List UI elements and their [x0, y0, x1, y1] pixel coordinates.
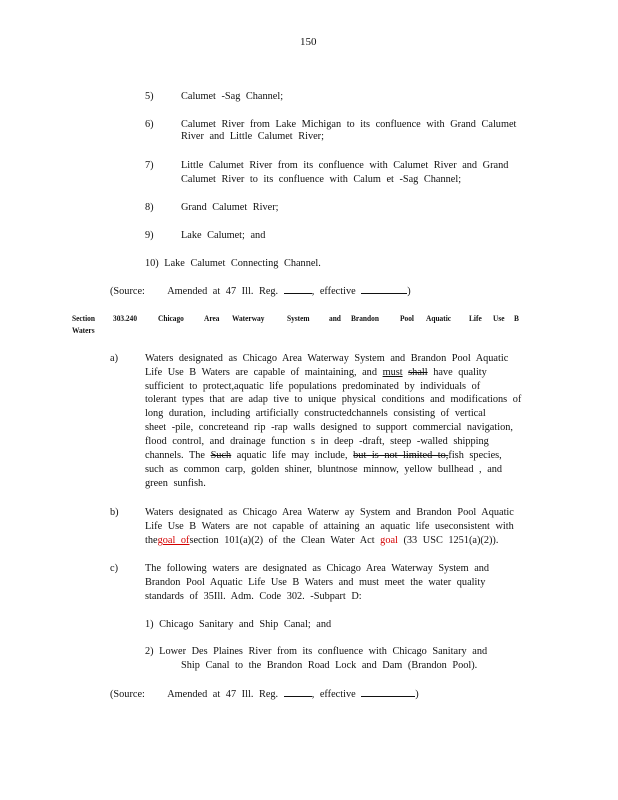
- paragraph-line: such as common carp, golden shiner, bluntnose minnow, yellow bullhead , and: [145, 464, 503, 475]
- section-label: Section: [72, 313, 95, 323]
- paragraph-line: Waters designated as Chicago Area Waterw ay System and Brandon Pool Aquatic: [145, 507, 514, 518]
- section-title-word: Area: [204, 313, 220, 323]
- inserted-text: goal of: [157, 535, 190, 546]
- subitem-1: 1) Chicago Sanitary and Ship Canal; and: [145, 619, 332, 630]
- paragraph-line: Life Use B Waters are capable of maintaining, and must shall have quality: [145, 367, 487, 378]
- list-item-text: Lake Calumet; and: [181, 230, 266, 241]
- paragraph-line: The following waters are designated as Chicago Area Waterway System and: [145, 563, 490, 574]
- section-title-word: Use: [493, 313, 505, 323]
- source-note: (Source: Amended at 47 Ill. Reg. , effective ): [110, 286, 411, 297]
- deleted-text: shall: [408, 367, 428, 378]
- section-title-word: B: [514, 313, 519, 323]
- section-title-word: and: [329, 313, 341, 323]
- paragraph-label: b): [110, 507, 119, 518]
- paragraph-line: Life Use B Waters are not capable of attaining an aquatic life useconsistent with: [145, 521, 514, 532]
- paragraph-label: c): [110, 563, 118, 574]
- section-title-word: System: [287, 313, 310, 323]
- inserted-text: must: [382, 367, 403, 378]
- paragraph-line: long duration, including artificially constructedchannels consisting of vertical: [145, 408, 486, 419]
- list-item-text: Calumet -Sag Channel;: [181, 91, 284, 102]
- paragraph-line: green sunfish.: [145, 478, 206, 489]
- subitem-2: 2) Lower Des Plaines River from its confluence with Chicago Sanitary and: [145, 646, 488, 657]
- subitem-2-continued: Ship Canal to the Brandon Road Lock and Dam (Brandon Pool).: [181, 660, 478, 671]
- inserted-text: goal: [380, 535, 398, 546]
- deleted-text: but is not limited to,: [353, 450, 449, 461]
- paragraph-line: channels. The Such aquatic life may include, but is not limited to,fish species,: [145, 450, 502, 461]
- list-item-text: Little Calumet River from its confluence with Calumet River and Grand: [181, 160, 509, 171]
- list-item-text: Calumet River from Lake Michigan to its confluence with Grand Calumet: [181, 119, 517, 130]
- section-label-waters: Waters: [72, 325, 95, 335]
- deleted-text: Such: [210, 450, 232, 461]
- page-number: 150: [300, 36, 317, 48]
- paragraph-line: thegoal ofsection 101(a)(2) of the Clean Water Act goal (33 USC 1251(a)(2)).: [145, 535, 499, 546]
- list-item-text: Calumet River to its confluence with Calum et -Sag Channel;: [181, 174, 462, 185]
- section-title-word: Brandon: [351, 313, 379, 323]
- section-title-word: Aquatic: [426, 313, 452, 323]
- list-item-number: 5): [145, 91, 154, 102]
- section-title-word: Chicago: [158, 313, 184, 323]
- paragraph-line: flood control, and drainage function s in deep -draft, steep -walled shipping: [145, 436, 489, 447]
- paragraph-line: sheet -pile, concreteand rip -rap walls designed to support commercial navigation,: [145, 422, 513, 433]
- paragraph-line: standards of 35Ill. Adm. Code 302. -Subpart D:: [145, 591, 362, 602]
- list-item-text: Grand Calumet River;: [181, 202, 279, 213]
- list-item-number: 7): [145, 160, 154, 171]
- section-title-word: Pool: [400, 313, 414, 323]
- section-title-word: Life: [469, 313, 482, 323]
- list-item-number: 8): [145, 202, 154, 213]
- paragraph-line: sufficient to protect,aquatic life populations predominated by individuals of: [145, 381, 481, 392]
- source-note: (Source: Amended at 47 Ill. Reg. , effective ): [110, 689, 419, 700]
- list-item-text: River and Little Calumet River;: [181, 131, 324, 142]
- list-item-number: 9): [145, 230, 154, 241]
- section-number: 303.240: [113, 313, 138, 323]
- paragraph-label: a): [110, 353, 118, 364]
- section-title-word: Waterway: [232, 313, 265, 323]
- list-item-text: 10) Lake Calumet Connecting Channel.: [145, 258, 321, 269]
- list-item-number: 6): [145, 119, 154, 130]
- paragraph-line: Brandon Pool Aquatic Life Use B Waters and must meet the water quality: [145, 577, 486, 588]
- paragraph-line: Waters designated as Chicago Area Waterway System and Brandon Pool Aquatic: [145, 353, 509, 364]
- paragraph-line: tolerant types that are adap tive to unique physical conditions and modifications of: [145, 394, 522, 405]
